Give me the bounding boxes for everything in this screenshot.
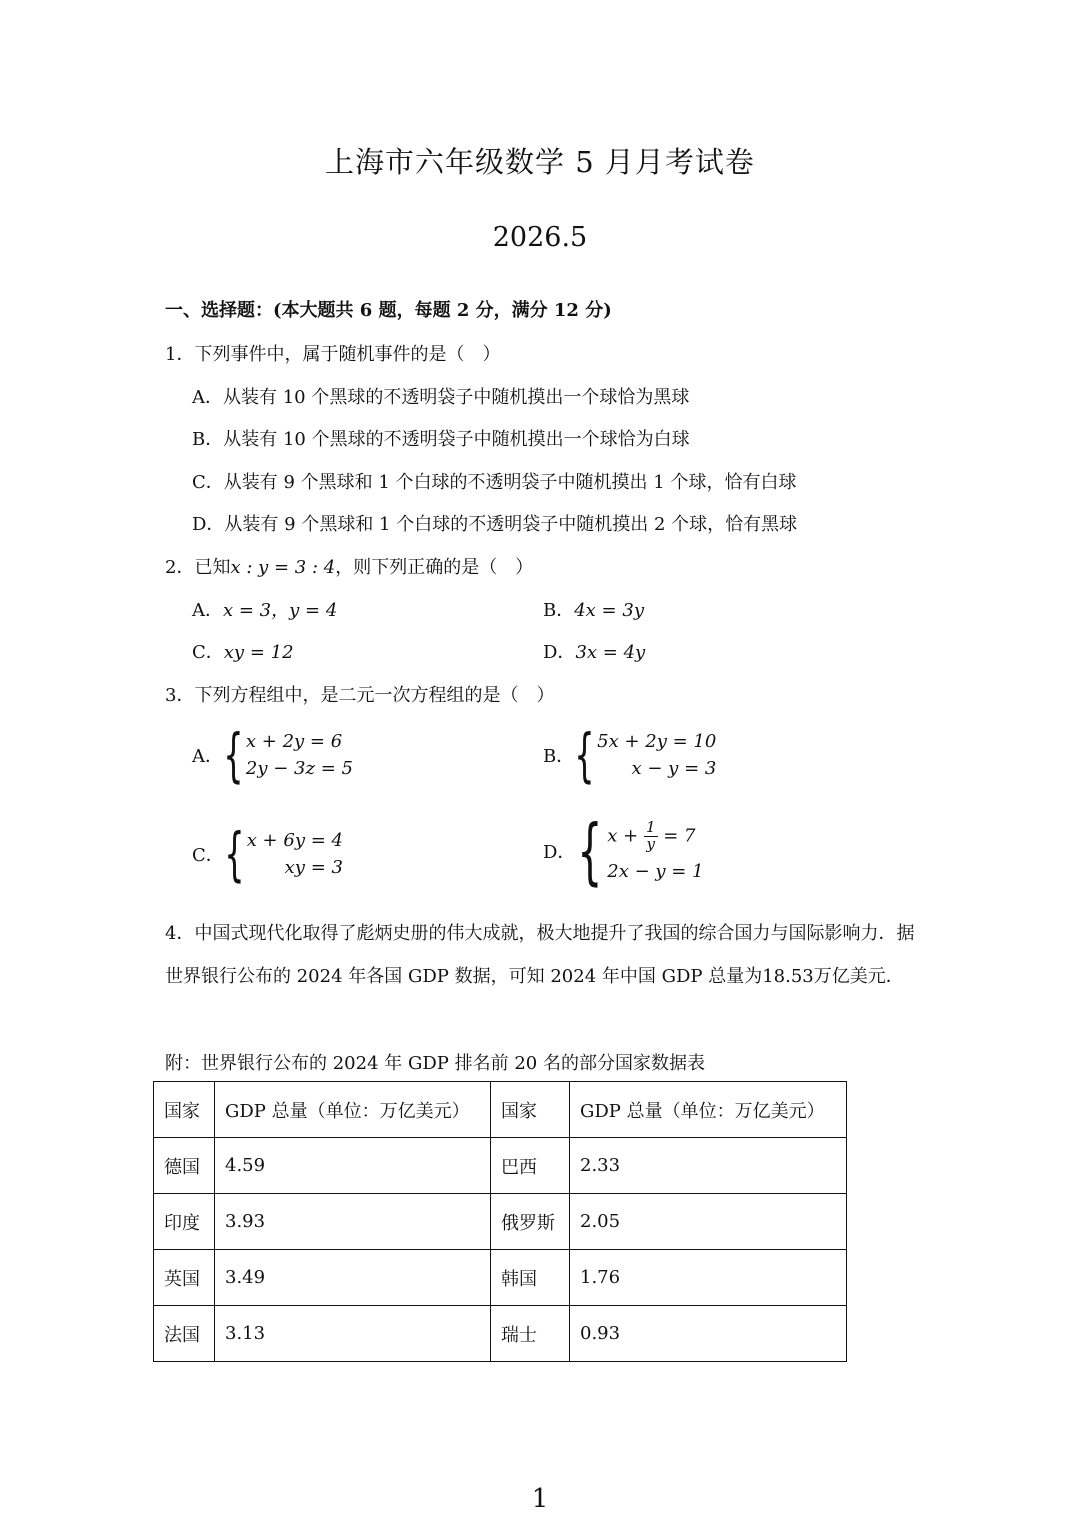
table-cell: 1.76 [570,1250,847,1306]
table-cell: 2.05 [570,1194,847,1250]
option-label: C． [192,845,224,866]
question-1-option-c: C．从装有 9 个黑球和 1 个白球的不透明袋子中随机摸出 1 个球，恰有白球 [192,472,797,493]
question-1-option-b: B．从装有 10 个黑球的不透明袋子中随机摸出一个球恰为白球 [192,429,690,450]
table-cell: 巴西 [491,1138,570,1194]
table-row [154,1306,847,1362]
equation: 2x − y = 1 [607,860,704,882]
exam-date: 2026.5 [492,222,588,253]
question-2-stem-pre: 2．已知 [165,557,231,578]
table-caption: 附：世界银行公布的 2024 年 GDP 排名前 20 名的部分国家数据表 [165,1053,705,1074]
table-row [154,1194,847,1250]
question-2-option-b [543,596,644,622]
table-row [154,1250,847,1306]
section-heading: 一、选择题：(本大题共 6 题，每题 2 分，满分 12 分) [165,300,612,321]
table-cell: 3.13 [215,1306,491,1362]
table-header-cell: 国家 [491,1082,570,1138]
equation: xy = 3 [284,857,343,878]
table-cell: 德国 [154,1138,215,1194]
option-math: x = 3，y = 4 [223,600,338,621]
equation: 5x + 2y = 10 [597,731,717,752]
table-cell: 2.33 [570,1138,847,1194]
table-cell: 俄罗斯 [491,1194,570,1250]
question-2-option-d [543,638,645,664]
table-cell: 3.49 [215,1250,491,1306]
equation: x − y = 3 [631,758,717,779]
left-brace-icon: { [574,721,595,789]
gdp-table [153,1081,847,1362]
table-row [154,1138,847,1194]
page-number: 1 [531,1484,549,1514]
exam-title: 上海市六年级数学 5 月月考试卷 [325,145,755,179]
question-3-stem: 3．下列方程组中，是二元一次方程组的是（ ） [165,685,555,706]
table-cell: 0.93 [570,1306,847,1362]
table-cell: 法国 [154,1306,215,1362]
equation: x + 2y = 6 [245,731,343,752]
table-cell: 韩国 [491,1250,570,1306]
table-header-cell: GDP 总量（单位：万亿美元） [570,1082,847,1138]
equation: 2y − 3z = 5 [245,758,353,779]
question-1-option-a: A．从装有 10 个黑球的不透明袋子中随机摸出一个球恰为黑球 [192,387,690,408]
fraction: $\frac{1}{y}$ [645,818,656,853]
table-cell: 英国 [154,1250,215,1306]
option-label: A． [192,746,223,767]
left-brace-icon: { [577,809,603,893]
table-header-cell: GDP 总量（单位：万亿美元） [215,1082,491,1138]
equation: x + $\frac{1}{y}$ = 7 [607,818,696,853]
question-3-option-b [543,721,717,789]
option-math: xy = 12 [223,642,294,663]
option-label: B． [543,746,575,767]
table-header-row [154,1082,847,1138]
option-label: B． [543,600,575,621]
question-4-text: 4．中国式现代化取得了彪炳史册的伟大成就，极大地提升了我国的综合国力与国际影响力．据世界银行公布的 2024 年各国 GDP 数据，可知 2024 年中国 GDP 总量为18.53万亿美元． [165,923,915,987]
option-label: C． [192,642,224,663]
option-math: 4x = 3y [574,600,644,621]
option-math: 3x = 4y [575,642,646,663]
question-1-option-d: D．从装有 9 个黑球和 1 个白球的不透明袋子中随机摸出 2 个球，恰有黑球 [192,514,798,535]
table-cell: 印度 [154,1194,215,1250]
question-3-option-d [543,809,704,893]
left-brace-icon: { [224,820,245,888]
option-label: A． [192,600,223,621]
question-2-stem-post: ，则下列正确的是（ ） [335,557,534,578]
table-header-cell: 国家 [154,1082,215,1138]
left-brace-icon: { [223,721,244,789]
question-3-option-c [192,820,343,888]
question-1-stem: 1．下列事件中，属于随机事件的是（ ） [165,344,501,365]
table-cell: 4.59 [215,1138,491,1194]
question-2-stem-ratio: x : y = 3 : 4 [230,557,336,578]
question-3-option-a [192,721,353,789]
question-2-option-c [192,638,294,664]
option-label: D． [543,842,576,863]
equation: x + 6y = 4 [246,830,343,851]
question-2-option-a [192,596,337,622]
table-cell: 瑞士 [491,1306,570,1362]
option-label: D． [543,642,576,663]
question-2-stem [165,553,533,579]
table-cell: 3.93 [215,1194,491,1250]
